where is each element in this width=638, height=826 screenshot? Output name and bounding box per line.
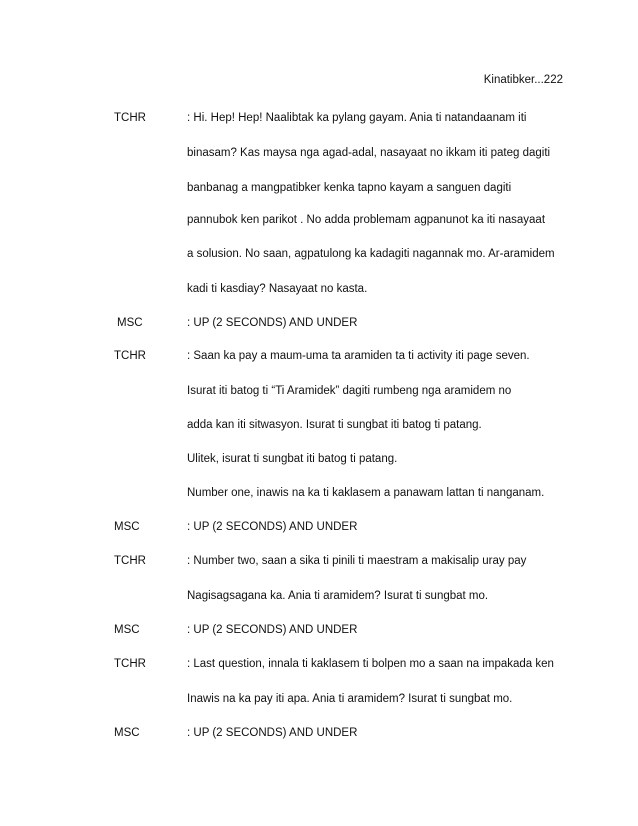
dialogue-text: banbanag a mangpatibker kenka tapno kayam a sanguen dagiti [187, 182, 512, 194]
page-header: Kinatibker...222 [483, 74, 563, 86]
dialogue-text: a solusion. No saan, agpatulong ka kadagiti nagannak mo. Ar-aramidem [187, 248, 555, 260]
speaker-label: TCHR [114, 555, 146, 567]
speaker-label: TCHR [114, 350, 146, 362]
dialogue-text: Ulitek, isurat ti sungbat iti batog ti patang. [187, 453, 398, 465]
script-line [0, 180, 638, 196]
dialogue-text: : Hi. Hep! Hep! Naalibtak ka pylang gayam. Ania ti natandaanam iti [187, 112, 527, 124]
script-line [0, 110, 638, 126]
dialogue-text: Inawis na ka pay iti apa. Ania ti aramidem? Isurat ti sungbat mo. [187, 693, 513, 705]
dialogue-text: : Number two, saan a sika ti pinili ti maestram a makisalip uray pay [187, 555, 527, 567]
script-line [0, 588, 638, 604]
script-line [0, 485, 638, 501]
script-line [0, 348, 638, 364]
dialogue-text: pannubok ken parikot . No adda problemam agpanunot ka iti nasayaat [187, 214, 546, 226]
dialogue-text: Isurat iti batog ti “Ti Aramidek” dagiti rumbeng nga aramidem no [187, 385, 512, 397]
dialogue-text: : UP (2 SECONDS) AND UNDER [187, 521, 358, 533]
speaker-label: TCHR [114, 112, 146, 124]
dialogue-text: : UP (2 SECONDS) AND UNDER [187, 727, 358, 739]
script-line [0, 451, 638, 467]
script-line [0, 417, 638, 433]
dialogue-text: kadi ti kasdiay? Nasayaat no kasta. [187, 283, 368, 295]
script-line [0, 383, 638, 399]
speaker-label: MSC [114, 624, 140, 636]
dialogue-text: : UP (2 SECONDS) AND UNDER [187, 624, 358, 636]
script-line [0, 246, 638, 262]
script-line [0, 281, 638, 297]
dialogue-text: : Saan ka pay a maum-uma ta aramiden ta ti activity iti page seven. [187, 350, 530, 362]
script-line [0, 519, 638, 535]
script-line [0, 212, 638, 228]
speaker-label: TCHR [114, 658, 146, 670]
script-line [0, 145, 638, 161]
dialogue-text: : Last question, innala ti kaklasem ti bolpen mo a saan na impakada ken [187, 658, 554, 670]
script-line [0, 656, 638, 672]
dialogue-text: : UP (2 SECONDS) AND UNDER [187, 317, 358, 329]
speaker-label: MSC [117, 317, 143, 329]
script-line [0, 315, 638, 331]
dialogue-text: binasam? Kas maysa nga agad-adal, nasayaat no ikkam iti pateg dagiti [187, 147, 551, 159]
speaker-label: MSC [114, 521, 140, 533]
dialogue-text: Number one, inawis na ka ti kaklasem a panawam lattan ti nanganam. [187, 487, 545, 499]
dialogue-text: adda kan iti sitwasyon. Isurat ti sungbat iti batog ti patang. [187, 419, 482, 431]
script-line [0, 553, 638, 569]
script-line [0, 622, 638, 638]
speaker-label: MSC [114, 727, 140, 739]
dialogue-text: Nagisagsagana ka. Ania ti aramidem? Isurat ti sungbat mo. [187, 590, 489, 602]
script-line [0, 691, 638, 707]
script-line [0, 725, 638, 741]
